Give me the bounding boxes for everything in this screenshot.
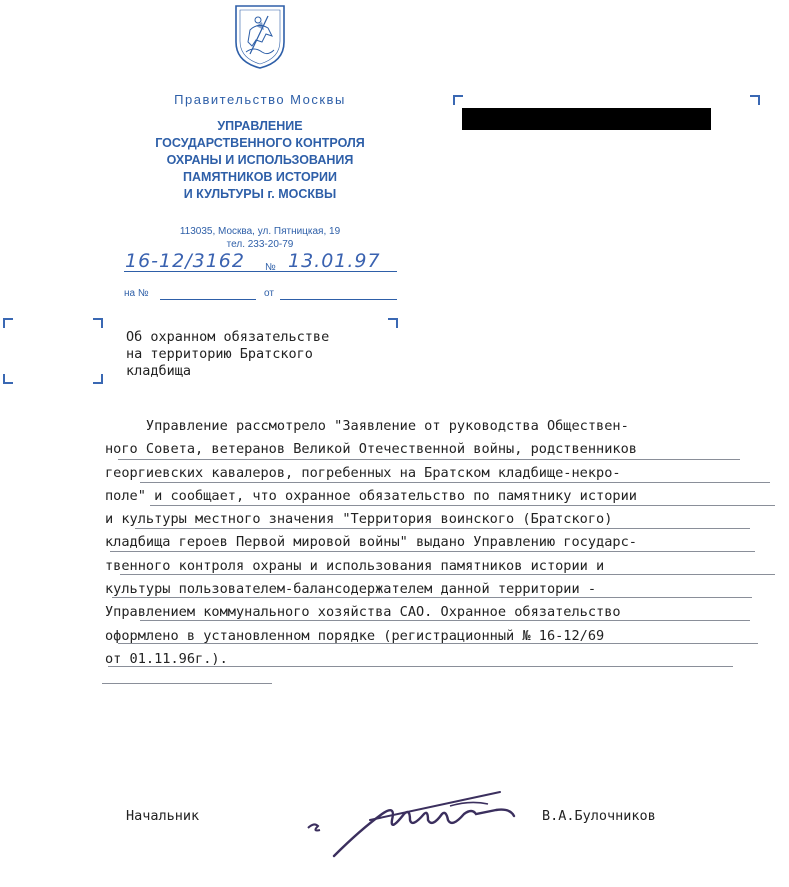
outgoing-number: 16-12/3162 <box>125 250 245 272</box>
subject-corner-mark <box>3 318 13 328</box>
subject-corner-mark <box>93 374 103 384</box>
department-line: И КУЛЬТУРЫ г. МОСКВЫ <box>183 187 337 201</box>
body-line: Управление рассмотрело "Заявление от руководства Обществен- <box>105 418 629 434</box>
department-line: УПРАВЛЕНИЕ <box>217 119 303 133</box>
body-line: ного Совета, ветеранов Великой Отечественной войны, родственников <box>105 441 637 458</box>
reference-date-label: от <box>264 288 274 299</box>
outgoing-date: 13.01.97 <box>288 250 381 272</box>
address-corner-mark <box>453 95 463 105</box>
department-line: ГОСУДАРСТВЕННОГО КОНТРОЛЯ <box>155 136 365 150</box>
address-corner-mark <box>750 95 760 105</box>
redacted-recipient <box>462 108 711 130</box>
registration-line <box>124 271 397 272</box>
address-block <box>100 225 420 251</box>
body-line: твенного контроля охраны и использования памятников истории и <box>105 557 605 574</box>
department-line: ПАМЯТНИКОВ ИСТОРИИ <box>183 170 337 184</box>
signatory-title: Начальник <box>126 808 200 824</box>
subject-corner-mark <box>93 318 103 328</box>
letter-body <box>105 415 785 671</box>
subject-line: кладбища <box>126 363 192 379</box>
phone-number: тел. 233-20-79 <box>226 239 294 250</box>
moscow-coat-of-arms-icon <box>228 2 292 70</box>
department-name <box>100 118 420 203</box>
department-line: ОХРАНЫ И ИСПОЛЬЗОВАНИЯ <box>166 153 354 167</box>
subject-corner-mark <box>3 374 13 384</box>
government-name: Правительство Москвы <box>174 92 346 107</box>
body-line: георгиевских кавалеров, погребенных на Братском кладбище-некро- <box>105 464 621 481</box>
reference-number-line <box>160 299 256 300</box>
street-address: 113035, Москва, ул. Пятницкая, 19 <box>179 226 341 237</box>
subject-corner-mark <box>388 318 398 328</box>
subject-line: Об охранном обязательстве <box>126 329 330 345</box>
handwritten-signature <box>300 780 530 860</box>
pencil-underline <box>102 683 272 684</box>
body-line: Управлением коммунального хозяйства САО. Охранное обязательство <box>105 604 621 621</box>
letter-subject <box>126 329 329 380</box>
reference-number-label: на № <box>124 288 149 299</box>
body-line: оформлено в установленном порядке (регистрационный № 16-12/69 <box>105 627 605 644</box>
body-line: культуры пользователем-балансодержателем данной территории - <box>105 581 597 598</box>
body-line: и культуры местного значения "Территория воинского (Братского) <box>105 511 613 528</box>
body-line: кладбища героев Первой мировой войны" выдано Управлению государс- <box>105 534 637 551</box>
signatory-name: В.А.Булочников <box>542 808 656 824</box>
body-line: поле" и сообщает, что охранное обязательство по памятнику истории <box>105 487 637 504</box>
faded-recipient-address <box>458 150 748 182</box>
subject-line: на территорию Братского <box>126 346 313 362</box>
body-line: от 01.11.96г.). <box>105 650 228 667</box>
reference-date-line <box>280 299 397 300</box>
number-sign: № <box>265 262 276 273</box>
